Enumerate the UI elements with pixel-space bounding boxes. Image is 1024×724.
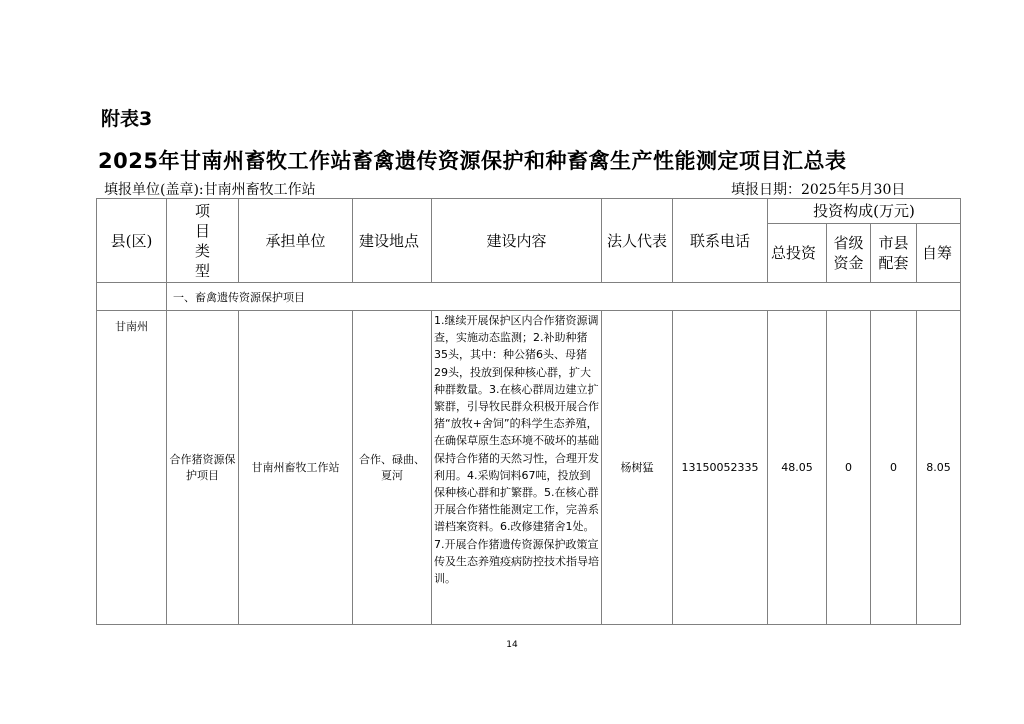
appendix-label: 附表3 [101,108,153,130]
header-row-1 [97,199,961,224]
fill-date: 填报日期：2025年5月30日 [731,182,906,198]
row-project-type: 合作猪资源保护项目 [167,311,239,625]
header-provincial: 省级资金 [827,224,871,283]
row-location: 合作、碌曲、夏河 [353,311,432,625]
page-number: 14 [506,640,518,650]
header-legal-rep: 法人代表 [602,199,673,283]
table-row [97,311,961,625]
row-total: 48.05 [768,311,827,625]
fill-unit: 填报单位(盖章):甘南州畜牧工作站 [104,182,316,198]
header-undertaker: 承担单位 [239,199,353,283]
summary-table [96,198,961,625]
row-phone: 13150052335 [673,311,768,625]
section-title: 一、畜禽遗传资源保护项目 [167,283,961,311]
row-county: 甘南州 [97,311,167,625]
header-total: 总投资 [768,224,827,283]
header-investment: 投资构成(万元) [768,199,961,224]
page-title: 2025年甘南州畜牧工作站畜禽遗传资源保护和种畜禽生产性能测定项目汇总表 [98,149,847,173]
row-content: 1.继续开展保护区内合作猪资源调查，实施动态监测；2.补助种猪35头，其中：种公猪6头、母猪29头，投放到保种核心群，扩大种群数量。3.在核心群周边建立扩繁群，引导牧民群众积极开展合作猪“放牧+舍饲”的科学生态养殖，在确保草原生态环境不破坏的基础保持合作猪的天然习性，合理开发利用。4.采购饲料67吨，投放到保种核心群和扩繁群。5.在核心群开展合作猪性能测定工作，完善系谱档案资料。6.改修建猪舍1处。7.开展合作猪遗传资源保护政策宣传及生态养殖疫病防控技术指导培训。 [432,311,602,625]
section-row [97,283,961,311]
row-provincial: 0 [827,311,871,625]
header-county: 县(区) [97,199,167,283]
header-content: 建设内容 [432,199,602,283]
header-location: 建设地点 [353,199,432,283]
row-city-county: 0 [871,311,917,625]
header-self-raised: 自筹 [917,224,961,283]
header-project-type: 项目类型 [167,199,239,283]
section-blank-cell [97,283,167,311]
row-legal-rep: 杨树猛 [602,311,673,625]
row-undertaker: 甘南州畜牧工作站 [239,311,353,625]
header-city-county: 市县配套 [871,224,917,283]
row-self-raised: 8.05 [917,311,961,625]
header-phone: 联系电话 [673,199,768,283]
